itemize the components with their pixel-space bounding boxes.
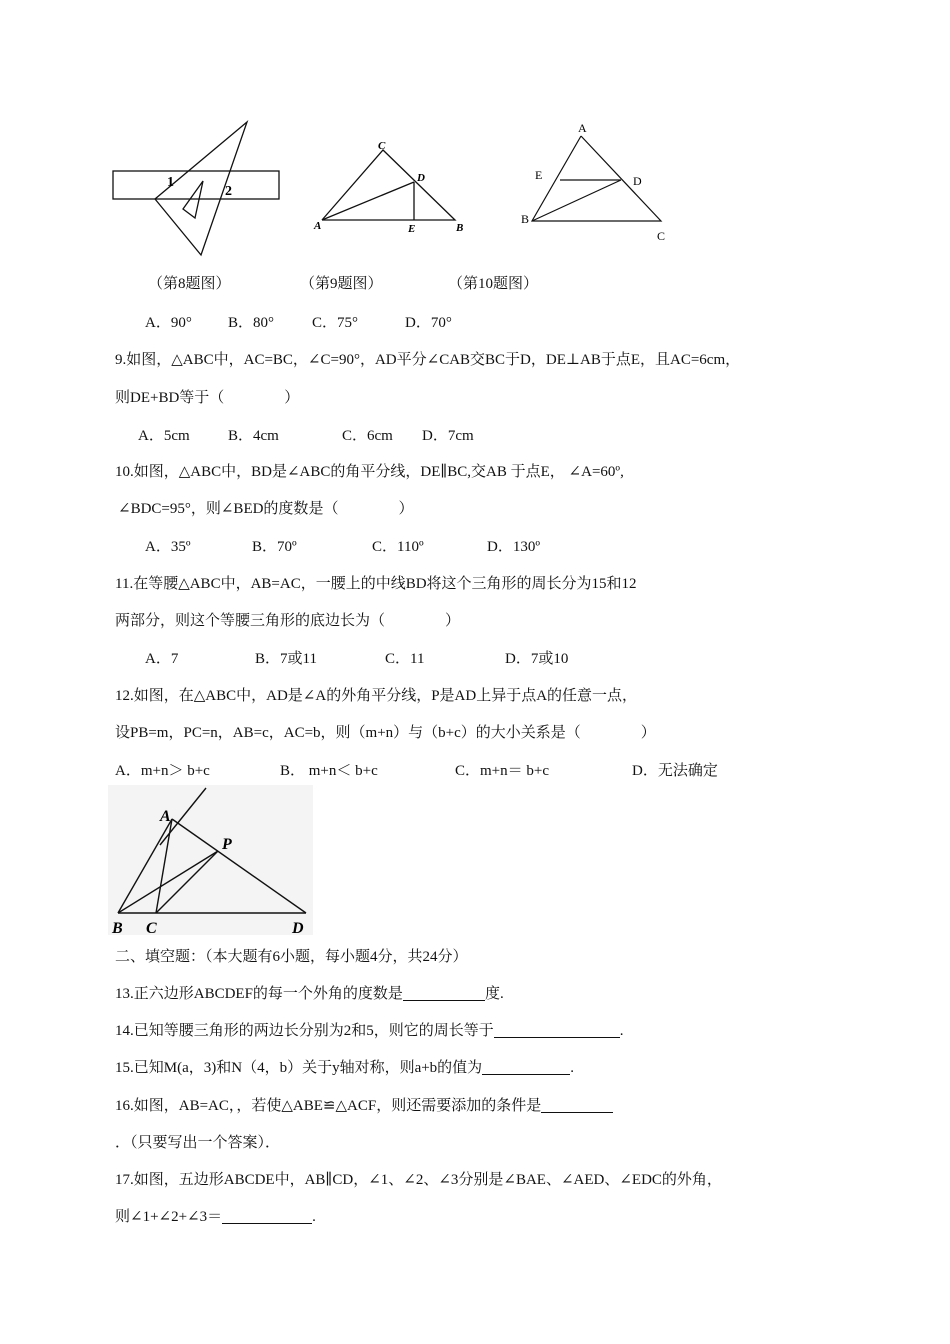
q17-line1: 17.如图，五边形ABCDE中，AB∥CD，∠1、∠2、∠3分别是∠BAE、∠AED、∠EDC的外角， — [115, 1172, 722, 1188]
ruler-rect — [113, 171, 279, 199]
q9-option-d: D．7cm — [422, 428, 474, 444]
fig9-label-C: C — [378, 140, 386, 152]
q9-option-a: A．5cm — [138, 428, 190, 444]
q13-answer-blank[interactable] — [403, 984, 485, 1001]
fig12-label-C: C — [146, 920, 157, 935]
q15-after: . — [570, 1060, 574, 1076]
q15-text: 15.已知M(a，3)和N（4，b）关于y轴对称，则a+b的值为 — [115, 1060, 483, 1076]
fig10-label-A: A — [578, 121, 587, 135]
q8-option-d: D．70° — [405, 315, 452, 331]
fig10-label-D: D — [633, 174, 642, 188]
q10-option-b: B．70º — [252, 539, 297, 555]
fig10-label-E: E — [535, 168, 543, 182]
fig10-label-B: B — [521, 212, 530, 226]
q12-stem-line2: 设PB=m，PC=n，AB=c，AC=b，则（m+n）与（b+c）的大小关系是（ ） — [115, 725, 656, 741]
fig9-label-D: D — [417, 172, 425, 184]
q14-after: . — [619, 1023, 624, 1039]
fig12-label-B: B — [112, 920, 123, 935]
q13-after: 度. — [484, 986, 504, 1002]
q9-option-c: C．6cm — [342, 428, 393, 444]
fig9-label-B: B — [456, 222, 464, 234]
q17-after: . — [312, 1209, 316, 1225]
fig10-label-C: C — [657, 229, 666, 243]
q14-text: 14.已知等腰三角形的两边长分别为2和5，则它的周长等于 — [115, 1023, 494, 1039]
q17-answer-blank[interactable] — [222, 1207, 312, 1224]
q10-option-c: C．110º — [372, 539, 424, 555]
q11-option-a: A．7 — [145, 651, 179, 667]
fig9-caption: （第9题图） — [300, 276, 383, 292]
figure-8-ruler-triangle — [105, 115, 290, 265]
q9-stem-line1: 9.如图，△ABC中，AC=BC，∠C=90°，AD平分∠CAB交BC于D，DE⊥AB于点E，且AC=6cm， — [115, 352, 741, 368]
q11-stem-line1: 11.在等腰△ABC中，AB=AC，一腰上的中线BD将这个三角形的周长分为15和12 — [115, 576, 637, 592]
q16-line1 — [115, 1094, 613, 1115]
q8-option-c: C．75° — [312, 315, 359, 331]
q17-line2 — [115, 1205, 316, 1226]
section-2-heading: 二、填空题：（本大题有6小题，每小题4分，共24分） — [115, 949, 468, 965]
q10-stem-line2: ∠BDC=95°，则∠BED的度数是（ ） — [118, 501, 414, 517]
figure-10-triangle — [515, 118, 685, 248]
q8-option-a: A．90° — [145, 315, 192, 331]
q12-option-c: C．m+n＝ b+c — [455, 763, 549, 779]
fig9-label-E: E — [408, 223, 416, 235]
fig9-label-A: A — [314, 220, 322, 232]
q12-stem-line1: 12.如图，在△ABC中，AD是∠A的外角平分线，P是AD上异于点A的任意一点， — [115, 688, 638, 704]
fig10-caption: （第10题图） — [448, 276, 539, 292]
q16-text: 16.如图，AB=AC，，若使△ABE≌△ACF，则还需要添加的条件是 — [115, 1098, 542, 1114]
q12-option-a: A．m+n＞ b+c — [115, 763, 210, 779]
q11-option-d: D．7或10 — [505, 651, 569, 667]
q11-option-b: B．7或11 — [255, 651, 317, 667]
figure-12-triangle — [108, 785, 313, 935]
q13 — [115, 982, 504, 1003]
q10-option-a: A．35º — [145, 539, 191, 555]
q16-line2: ．（只要写出一个答案）． — [115, 1135, 281, 1151]
fig12-label-D: D — [292, 920, 304, 935]
q11-option-c: C．11 — [385, 651, 425, 667]
fig12-label-A: A — [160, 808, 171, 825]
q17-text: 则∠1+∠2+∠3＝ — [115, 1209, 223, 1225]
q10-option-d: D．130º — [487, 539, 540, 555]
q8-option-b: B．80° — [228, 315, 275, 331]
q16-answer-blank[interactable] — [541, 1096, 613, 1113]
fig12-label-P: P — [222, 836, 232, 853]
q10-stem-line1: 10.如图，△ABC中，BD是∠ABC的角平分线，DE∥BC,交AB 于点E， ∠A=60º, — [115, 464, 624, 480]
q9-option-b: B．4cm — [228, 428, 279, 444]
q14-answer-blank[interactable] — [494, 1021, 620, 1038]
fig8-label-2: 2 — [225, 184, 232, 199]
q12-option-d: D．无法确定 — [632, 763, 718, 779]
q13-text: 13.正六边形ABCDEF的每一个外角的度数是 — [115, 986, 403, 1002]
q15-answer-blank[interactable] — [482, 1058, 570, 1075]
figure-9-triangle — [310, 135, 475, 240]
fig8-label-1: 1 — [167, 175, 174, 190]
q9-stem-line2: 则DE+BD等于（ ） — [115, 390, 300, 406]
q14 — [115, 1019, 624, 1040]
fig8-caption: （第8题图） — [148, 276, 231, 292]
q11-stem-line2: 两部分，则这个等腰三角形的底边长为（ ） — [115, 613, 461, 629]
q15 — [115, 1056, 574, 1077]
q12-option-b: B． m+n＜ b+c — [280, 763, 378, 779]
